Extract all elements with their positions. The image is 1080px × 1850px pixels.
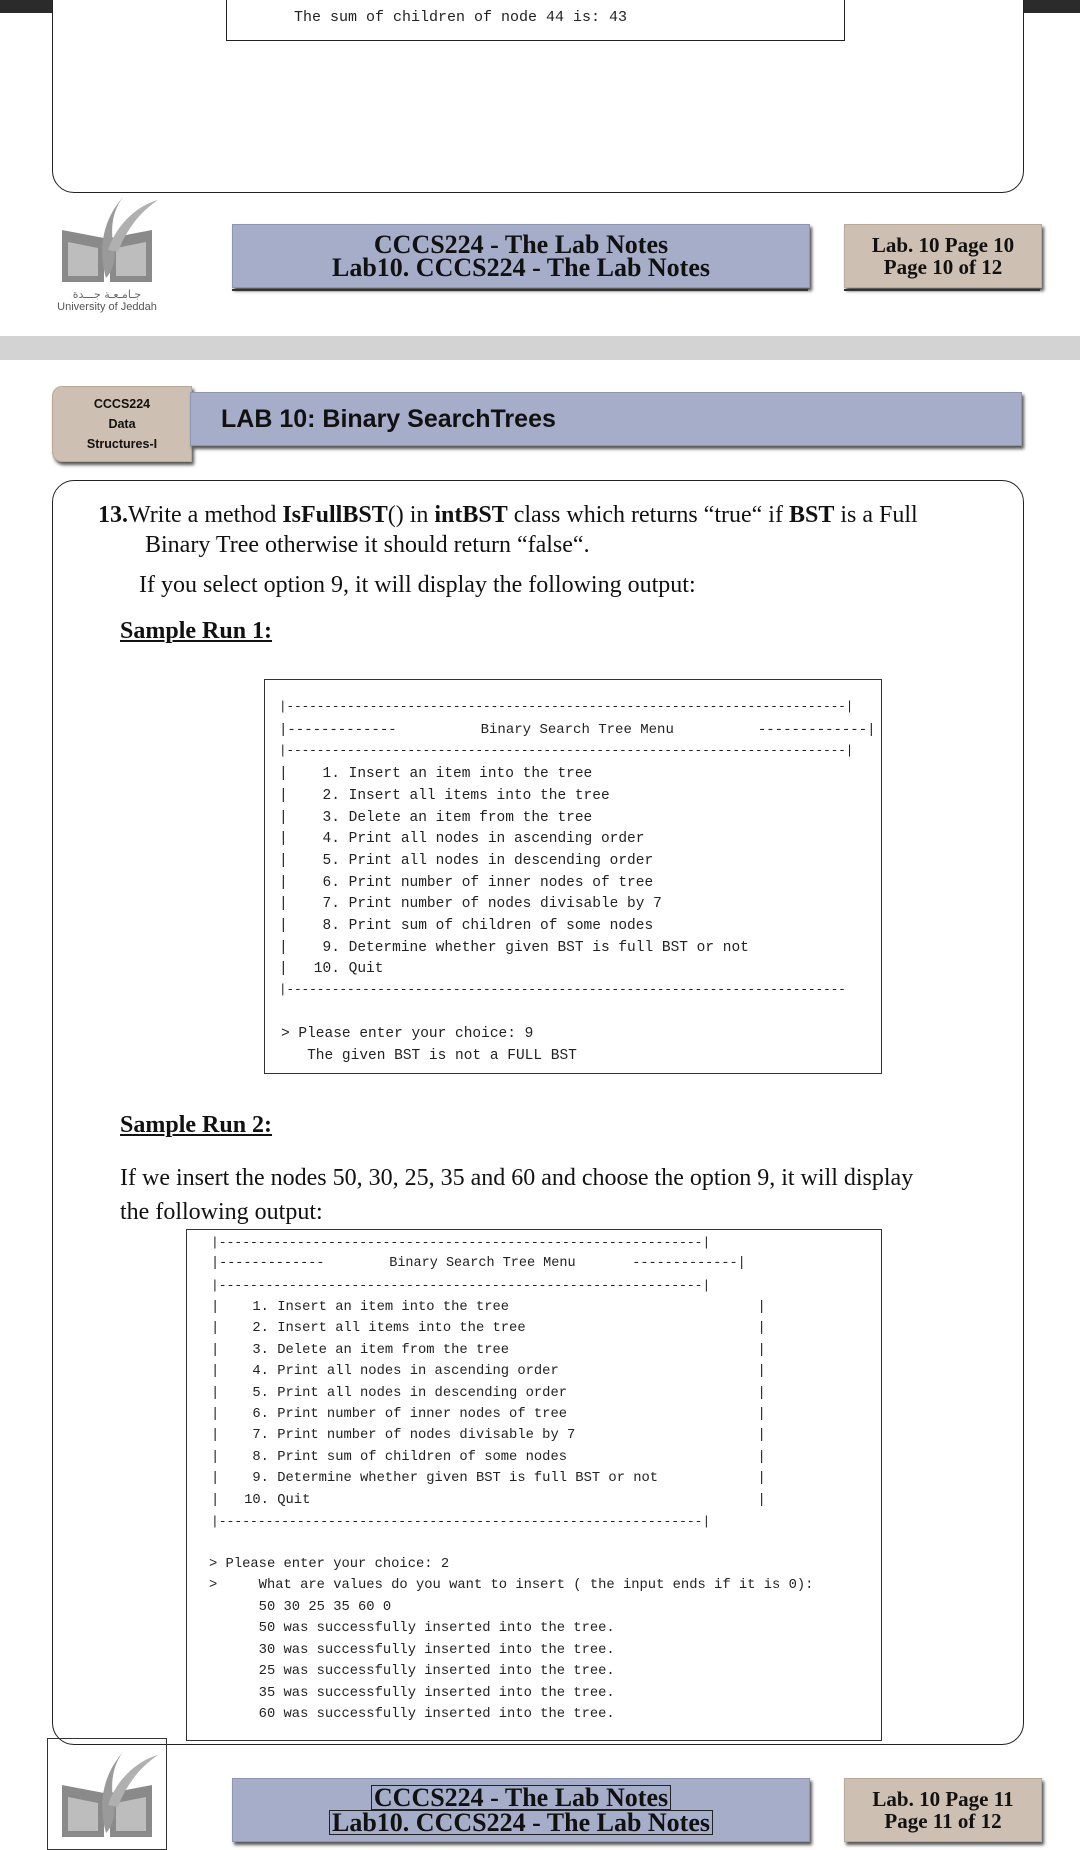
next-footer-page-box — [844, 1778, 1042, 1842]
console2-question: > What are values do you want to insert ( the input ends if it is 0): — [209, 1578, 814, 1593]
next-logo-box — [47, 1738, 167, 1850]
console2-item-9: | 9. Determine whether given BST is full BST or not | — [211, 1471, 766, 1486]
task-text-c: class which returns “true“ if — [507, 502, 789, 528]
console2-prompt: > Please enter your choice: 2 — [209, 1557, 450, 1572]
console2-item-5: | 5. Print all nodes in descending order | — [211, 1386, 766, 1401]
sample-run-2-intro-line2: the following output: — [120, 1199, 323, 1225]
console2-item-8: | 8. Print sum of children of some nodes | — [211, 1450, 766, 1465]
course-tag-line1: CCCS224 — [93, 397, 151, 411]
console1-border-sep: |--------------------------------------------------------------------------| — [279, 744, 854, 758]
prev-output-line: The sum of children of node 44 is: 43 — [294, 9, 628, 26]
console2-item-3: | 3. Delete an item from the tree | — [211, 1343, 766, 1358]
logo-english-text: University of Jeddah — [57, 301, 157, 313]
task-line2: Binary Tree otherwise it should return “false“. — [145, 532, 590, 558]
task-line3: If you select option 9, it will display the following output: — [139, 572, 696, 598]
course-tag-line2: Data — [108, 417, 136, 431]
next-footer-banner — [232, 1778, 810, 1842]
console2-input: 50 30 25 35 60 0 — [209, 1600, 392, 1615]
sample-run-2-intro-line1: If we insert the nodes 50, 30, 25, 35 and 60 and choose the option 9, it will display — [120, 1165, 914, 1191]
task-line1 — [98, 500, 998, 530]
task-text-b: () in — [387, 502, 435, 528]
footer-banner-line2: Lab10. CCCS224 - The Lab Notes — [331, 253, 710, 282]
course-tag — [52, 386, 192, 462]
task-bst: BST — [788, 502, 835, 528]
task-method: IsFullBST — [282, 502, 388, 528]
console1-item-9: | 9. Determine whether given BST is full BST or not — [279, 940, 749, 956]
console2-border-top: |--------------------------------------------------------------| — [211, 1235, 711, 1250]
console2-item-4: | 4. Print all nodes in ascending order | — [211, 1364, 766, 1379]
page-gap — [0, 336, 1080, 360]
console1-item-3: | 3. Delete an item from the tree — [279, 810, 593, 826]
next-footer-banner-line2: Lab10. CCCS224 - The Lab Notes — [329, 1810, 713, 1835]
next-footer-page-line2: Page 11 of 12 — [884, 1809, 1002, 1833]
console1-menu-header: |------------- Binary Search Tree Menu -------------| — [279, 722, 876, 738]
console2-border-sep: |--------------------------------------------------------------| — [211, 1278, 711, 1293]
sample-run-2-console — [186, 1229, 882, 1741]
task-class: intBST — [434, 502, 508, 528]
console2-output-5: 60 was successfully inserted into the tree. — [209, 1707, 615, 1722]
console1-item-5: | 5. Print all nodes in descending order — [279, 853, 654, 869]
task-text-d: is a Full — [834, 502, 918, 528]
console2-item-10: | 10. Quit | — [211, 1493, 766, 1508]
console1-item-6: | 6. Print number of inner nodes of tree — [279, 875, 654, 891]
footer-rule-right — [844, 289, 1040, 291]
footer-page-line2: Page 10 of 12 — [883, 255, 1003, 279]
console2-output-2: 30 was successfully inserted into the tree. — [209, 1643, 615, 1658]
console1-border-bottom: |-------------------------------------------------------------------------- — [279, 983, 846, 997]
course-tag-line3: Structures-I — [86, 437, 158, 451]
book-logo-icon — [54, 190, 160, 288]
console1-prompt: > Please enter your choice: 9 — [281, 1026, 534, 1042]
footer-page-line1: Lab. 10 Page 10 — [871, 232, 1015, 257]
console1-item-2: | 2. Insert all items into the tree — [279, 788, 610, 804]
console1-item-4: | 4. Print all nodes in ascending order — [279, 831, 645, 847]
console1-item-7: | 7. Print number of nodes divisable by 7 — [279, 896, 662, 912]
console2-item-1: | 1. Insert an item into the tree | — [211, 1300, 766, 1315]
console2-item-2: | 2. Insert all items into the tree | — [211, 1321, 766, 1336]
console1-item-10: | 10. Quit — [279, 961, 384, 977]
next-footer-page-line1: Lab. 10 Page 11 — [872, 1786, 1014, 1811]
next-footer-banner-line1: CCCS224 - The Lab Notes — [371, 1785, 671, 1810]
university-logo — [52, 190, 162, 313]
console2-item-6: | 6. Print number of inner nodes of tree | — [211, 1407, 766, 1422]
task-number: 13. — [98, 502, 128, 528]
lab-title — [190, 392, 1022, 446]
sample-run-2-heading: Sample Run 2: — [120, 1112, 273, 1138]
console2-border-bottom: |--------------------------------------------------------------| — [211, 1514, 711, 1529]
book-logo-icon-2 — [54, 1745, 160, 1843]
sample-run-1-console — [264, 679, 882, 1074]
footer-banner — [232, 224, 810, 288]
console2-item-7: | 7. Print number of nodes divisable by 7 | — [211, 1428, 766, 1443]
console2-output-4: 35 was successfully inserted into the tree. — [209, 1686, 615, 1701]
logo-arabic-text: جـامـعـة جـــدة — [72, 288, 142, 301]
console2-output-3: 25 was successfully inserted into the tree. — [209, 1664, 615, 1679]
task-text-a: Write a method — [128, 502, 283, 528]
footer-banner-line1: CCCS224 - The Lab Notes — [373, 229, 669, 259]
console2-menu-header: |------------- Binary Search Tree Menu -------------| — [211, 1256, 746, 1271]
console1-item-8: | 8. Print sum of children of some nodes — [279, 918, 654, 934]
footer-page-box — [844, 224, 1042, 288]
console1-border-top: |--------------------------------------------------------------------------| — [279, 700, 854, 714]
footer-rule — [232, 289, 808, 291]
lab-title-text: LAB 10: Binary SearchTrees — [221, 404, 556, 433]
sample-run-1-heading: Sample Run 1: — [120, 618, 273, 644]
console2-output-1: 50 was successfully inserted into the tree. — [209, 1621, 615, 1636]
console1-result: The given BST is not a FULL BST — [281, 1048, 577, 1064]
console1-item-1: | 1. Insert an item into the tree — [279, 766, 593, 782]
